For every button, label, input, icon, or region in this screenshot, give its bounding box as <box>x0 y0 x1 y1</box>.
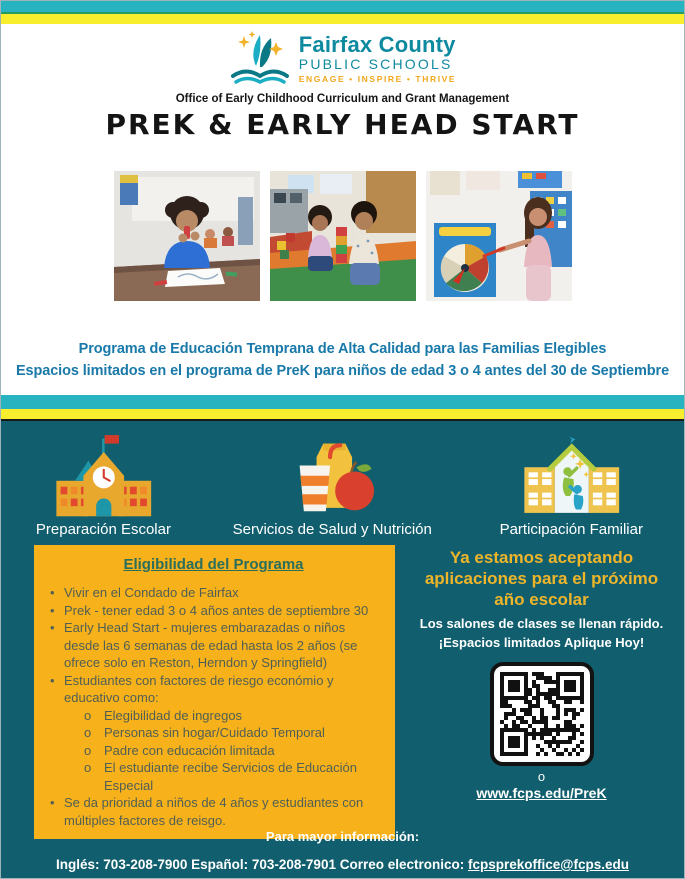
logo-name-line1: Fairfax County <box>298 32 456 57</box>
email-link[interactable]: fcpsprekoffice@fcps.edu <box>468 857 629 872</box>
footer-info-line: Para mayor información: <box>265 829 420 844</box>
eligibility-box <box>34 545 395 839</box>
qr-code <box>490 662 594 766</box>
program-info-section <box>1 421 684 878</box>
header <box>1 24 684 141</box>
eligibility-item: o Elegibilidad de ingregos <box>84 707 243 723</box>
apply-note-line1: Los salones de clases se llenan rápido. <box>419 616 664 631</box>
eligibility-item: o Padre con educación limitada <box>84 742 275 758</box>
page-title: PREK & EARLY HEAD START <box>105 108 580 141</box>
eligibility-list <box>42 584 385 829</box>
feature-health-nutrition <box>206 430 459 538</box>
qr-code-pattern <box>500 672 584 756</box>
eligibility-item: • Early Head Start - mujeres embarazadas o niños desde las 6 semanas de edad hasta los 2 años (se ofrece solo en Reston, Herndon y Springfield) <box>50 620 358 670</box>
top-teal-stripe <box>1 1 684 14</box>
eligibility-item: • Vivir en el Condado de Fairfax <box>50 585 239 600</box>
logo-text <box>299 34 456 84</box>
eligibility-item: o Personas sin hogar/Cuidado Temporal <box>84 725 325 740</box>
feature-label: Participación Familiar <box>499 521 643 538</box>
mid-yellow-stripe <box>1 409 684 421</box>
classroom-photo-drawing <box>114 171 260 301</box>
mid-teal-stripe <box>1 395 684 409</box>
fcps-logo <box>1 30 684 88</box>
features-row <box>1 421 684 538</box>
footer-contact-line <box>1 857 684 872</box>
eligibility-title: Eligibilidad del Programa <box>123 556 304 573</box>
prek-website-link[interactable]: www.fcps.edu/PreK <box>476 785 607 801</box>
feature-label: Preparación Escolar <box>35 521 171 538</box>
feature-school-readiness <box>1 430 206 538</box>
eligibility-item: o El estudiante recibe Servicios de Educación Especial <box>84 760 357 793</box>
office-line: Office of Early Childhood Curriculum and Grant Management <box>175 93 510 105</box>
classroom-photo-blocks <box>270 171 416 301</box>
classroom-photo-weather <box>426 171 572 301</box>
eligibility-item: • Prek - tener edad 3 o 4 años antes de septiembre 30 <box>50 602 369 618</box>
family-building-icon <box>521 430 623 518</box>
apply-heading: Ya estamos aceptando aplicaciones para el próximo año escolar <box>424 548 659 609</box>
footer-phones: Inglés: 703-208-7900 Español: 703-208-7901 Correo electronico: <box>56 857 465 872</box>
headline-line2: Espacios limitados en el programa de PreK para niños de edad 3 o 4 antes del 30 de Septiembre <box>15 363 670 379</box>
feature-family-engagement <box>459 430 684 538</box>
school-building-icon <box>53 430 155 518</box>
feature-label: Servicios de Salud y Nutrición <box>232 521 432 538</box>
nutrition-icon <box>281 430 383 518</box>
headline-line1: Programa de Educación Temprana de Alta Calidad para las Familias Elegibles <box>78 341 607 357</box>
footer <box>1 829 684 872</box>
logo-tagline: ENGAGE • INSPIRE • THRIVE <box>298 74 457 84</box>
logo-name-line2: PUBLIC SCHOOLS <box>298 56 453 72</box>
fcps-logo-icon <box>229 30 291 88</box>
photo-strip <box>1 171 684 301</box>
or-text: o <box>537 769 546 784</box>
apply-note-line2: ¡Espacios limitados Aplique Hoy! <box>438 635 645 650</box>
eligibility-item: • Estudiantes con factores de riesgo económio y educativo como: <box>50 672 334 705</box>
apply-column <box>395 545 684 839</box>
top-yellow-stripe <box>1 14 684 24</box>
headline <box>1 338 684 382</box>
content-row <box>1 545 684 839</box>
eligibility-item: • Se da prioridad a niños de 4 años y estudiantes con múltiples factores de reisgo. <box>50 795 364 828</box>
